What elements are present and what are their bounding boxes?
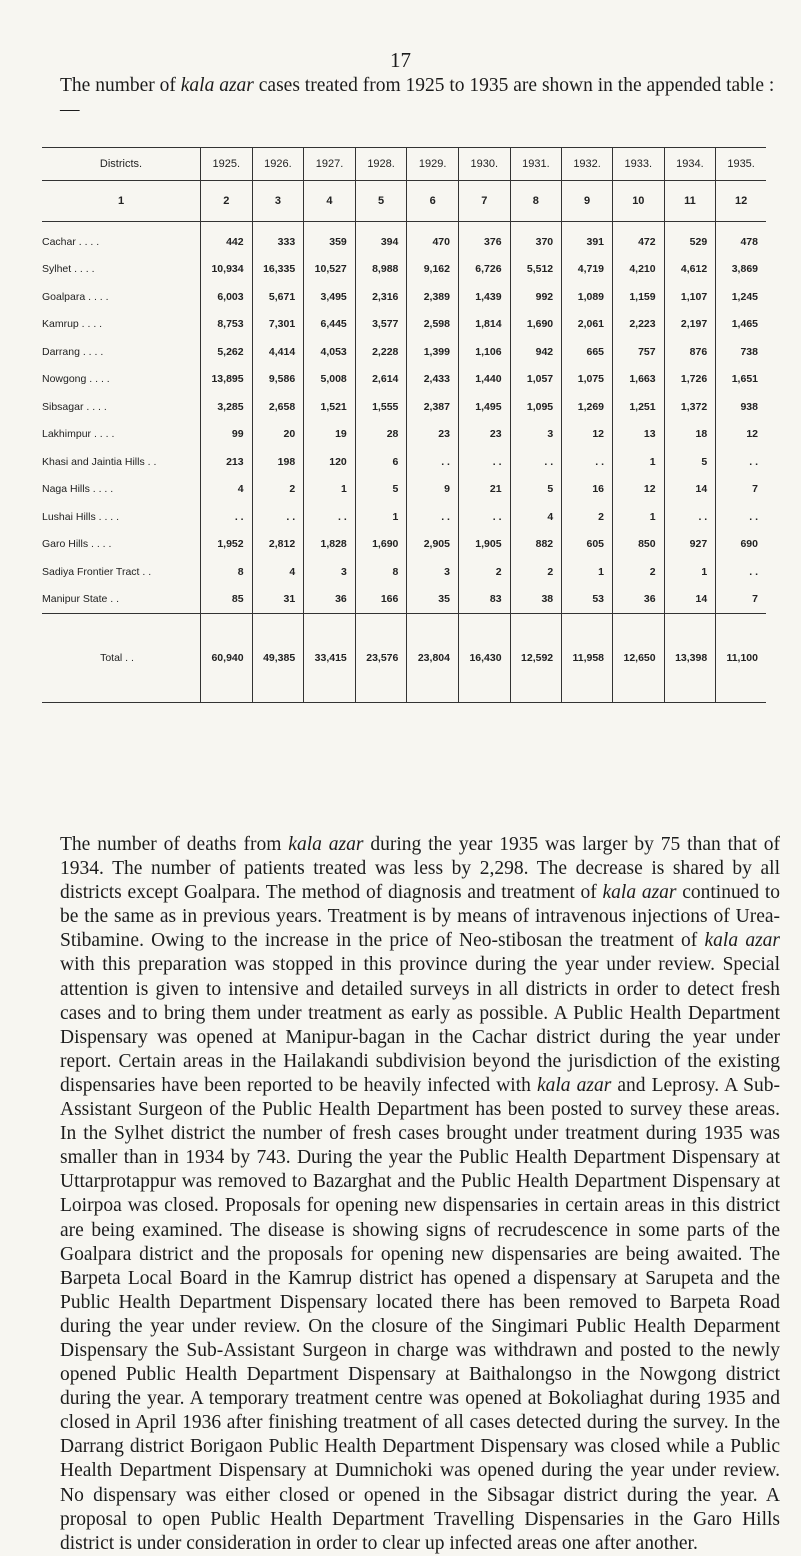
- case-count: 85: [201, 586, 253, 614]
- column-index: 2: [201, 181, 253, 222]
- district-name: Khasi and Jaintia Hills . .: [42, 455, 157, 468]
- column-index: 10: [613, 181, 665, 222]
- case-count: 1,663: [613, 366, 665, 394]
- case-count: 6: [355, 448, 407, 476]
- year-header: 1929.: [407, 148, 459, 181]
- case-count: . .: [252, 503, 304, 531]
- body-paragraph: [60, 833, 780, 1556]
- case-count: 2,228: [355, 338, 407, 366]
- case-count: 1,107: [664, 283, 716, 311]
- case-count: 2,658: [252, 393, 304, 421]
- case-count: . .: [407, 503, 459, 531]
- total-count: 49,385: [252, 614, 304, 703]
- case-count: 1,555: [355, 393, 407, 421]
- case-count: 3,495: [304, 283, 356, 311]
- total-count: 12,592: [510, 614, 562, 703]
- case-count: . .: [716, 448, 766, 476]
- case-count: 1,399: [407, 338, 459, 366]
- case-count: 4: [510, 503, 562, 531]
- case-count: 370: [510, 222, 562, 256]
- case-count: 992: [510, 283, 562, 311]
- column-index: 4: [304, 181, 356, 222]
- case-count: 5: [664, 448, 716, 476]
- case-count: 10,527: [304, 256, 356, 284]
- intro-text-end: cases treated from 1925 to 1935 are shown in the appended table :—: [60, 75, 775, 120]
- body-text-5: and Leprosy. A Sub-Assistant Surgeon of the Public Health Department has been posted to survey these areas. In the Sylhet district the number of fresh cases brought under treatment during 1935 was smaller than in 1934 by 743. During the year the Public Health Department Dispensary at Uttarprotappur was removed to Bazarghat and the Public Health Department Dispensary at Loirpoa was closed. Proposals for opening new dispensaries in certain areas in this district are being examined. The disease is showing signs of recrudescence in some parts of the Goalpara district and the proposals for opening new dispensaries are being awaited. The Barpeta Local Board in the Kamrup district has opened a dispensary at Sarupeta and the Public Health Department Dispensary located there has been removed to Barpeta Road during the year under review. On the closure of the Singimari Public Health Deparment Dispensary the Sub-Assistant Surgeon in charge was withdrawn and posted to the newly opened Public Health Department Dispensary at Baithalongso in the Nowgong district during the year. A temporary treatment centre was opened at Bokoliaghat during 1935 and closed in April 1936 after finishing treatment of all cases detected during the survey. In the Darrang district Borigaon Public Health Department Dispensary was closed while a Public Health Department Dispensary at Dumnichoki was opened during the year under review. No dispensary was either closed or opened in the Sibsagar district during the year. A proposal to open Public Health Department Travelling Dispensaries in the Garo Hills district is under consideration in order to clear up infected areas one after another.: [60, 1074, 781, 1554]
- case-count: 4,053: [304, 338, 356, 366]
- case-count: 1,690: [355, 531, 407, 559]
- case-count: 2,061: [562, 311, 613, 339]
- case-count: 2: [562, 503, 613, 531]
- case-count: 5,671: [252, 283, 304, 311]
- case-count: 31: [252, 586, 304, 614]
- total-label: Total . .: [42, 614, 201, 703]
- year-header: 1935.: [716, 148, 766, 181]
- year-header: 1926.: [252, 148, 304, 181]
- case-count: 5: [510, 476, 562, 504]
- case-count: 2: [510, 558, 562, 586]
- body-text-4: with this preparation was stopped in this province during the year under review. Special attention is given to intensive and detailed surveys in all districts in order to detect fresh cases and to bring them under treatment as early as possible. A Public Health Department Dispensary was opened at Manipur-bagan in the Cachar district during the year under report. Certain areas in the Hailakandi subdivision beyond the jurisdiction of the existing dispensaries have been reported to be heavily infected with: [60, 954, 780, 1096]
- column-index: 7: [458, 181, 510, 222]
- case-count: . .: [716, 558, 766, 586]
- case-count: . .: [562, 448, 613, 476]
- case-count: 394: [355, 222, 407, 256]
- year-header: 1931.: [510, 148, 562, 181]
- total-row: [42, 614, 766, 703]
- case-count: 442: [201, 222, 253, 256]
- district-name: Naga Hills . . . .: [42, 483, 114, 496]
- case-count: 665: [562, 338, 613, 366]
- case-count: 1,495: [458, 393, 510, 421]
- table-row: [42, 393, 766, 421]
- case-count: 1,726: [664, 366, 716, 394]
- case-count: 14: [664, 476, 716, 504]
- total-count: 11,958: [562, 614, 613, 703]
- year-header: 1934.: [664, 148, 716, 181]
- case-count: 1,440: [458, 366, 510, 394]
- total-count: 12,650: [613, 614, 665, 703]
- column-index: 11: [664, 181, 716, 222]
- total-count: 16,430: [458, 614, 510, 703]
- case-count: 19: [304, 421, 356, 449]
- case-count: 690: [716, 531, 766, 559]
- case-count: 1,690: [510, 311, 562, 339]
- case-count: 1,251: [613, 393, 665, 421]
- case-count: 5: [355, 476, 407, 504]
- case-count: 6,726: [458, 256, 510, 284]
- case-count: 213: [201, 448, 253, 476]
- case-count: 2,812: [252, 531, 304, 559]
- total-count: 23,576: [355, 614, 407, 703]
- case-count: 1,521: [304, 393, 356, 421]
- case-count: . .: [407, 448, 459, 476]
- case-count: 12: [562, 421, 613, 449]
- year-header: 1932.: [562, 148, 613, 181]
- case-count: 8: [201, 558, 253, 586]
- column-index: 3: [252, 181, 304, 222]
- case-count: 605: [562, 531, 613, 559]
- case-count: 2,389: [407, 283, 459, 311]
- body-term-3: kala azar: [704, 930, 780, 952]
- case-count: 1: [613, 503, 665, 531]
- intro-text: The number of: [60, 75, 181, 96]
- case-count: 28: [355, 421, 407, 449]
- case-count: 9,586: [252, 366, 304, 394]
- case-count: 529: [664, 222, 716, 256]
- district-name: Darrang . . . .: [42, 345, 104, 358]
- total-count: 23,804: [407, 614, 459, 703]
- case-count: 12: [716, 421, 766, 449]
- year-header: 1925.: [201, 148, 253, 181]
- case-count: 359: [304, 222, 356, 256]
- case-count: 7,301: [252, 311, 304, 339]
- body-text-3: continued to be the same as in previous years. Treatment is by means of intravenous injections of Urea-Stibamine. Owing to the increase in the price of Neo-stibosan the treatment of: [60, 882, 780, 952]
- case-count: 1: [304, 476, 356, 504]
- kala-azar-cases-table: [42, 147, 766, 703]
- district-name: Lakhimpur . . . .: [42, 428, 115, 441]
- case-count: 3: [304, 558, 356, 586]
- case-count: 1,245: [716, 283, 766, 311]
- case-count: 36: [613, 586, 665, 614]
- case-count: 5,008: [304, 366, 356, 394]
- case-count: 1: [355, 503, 407, 531]
- case-count: 2,316: [355, 283, 407, 311]
- case-count: 757: [613, 338, 665, 366]
- case-count: 16: [562, 476, 613, 504]
- case-count: 53: [562, 586, 613, 614]
- case-count: 4,210: [613, 256, 665, 284]
- case-count: 1,095: [510, 393, 562, 421]
- case-count: . .: [510, 448, 562, 476]
- case-count: 16,335: [252, 256, 304, 284]
- column-index: 9: [562, 181, 613, 222]
- district-name: Sibsagar . . . .: [42, 400, 107, 413]
- district-name: Goalpara . . . .: [42, 290, 109, 303]
- total-count: 33,415: [304, 614, 356, 703]
- case-count: 927: [664, 531, 716, 559]
- table-row: [42, 421, 766, 449]
- year-header: 1927.: [304, 148, 356, 181]
- year-header: 1933.: [613, 148, 665, 181]
- district-name: Nowgong . . . .: [42, 373, 110, 386]
- table-row: [42, 476, 766, 504]
- district-name: Manipur State . .: [42, 593, 120, 606]
- case-count: 4,414: [252, 338, 304, 366]
- case-count: . .: [716, 503, 766, 531]
- case-count: 1,057: [510, 366, 562, 394]
- case-count: 472: [613, 222, 665, 256]
- district-name: Garo Hills . . . .: [42, 538, 112, 551]
- case-count: 1: [562, 558, 613, 586]
- case-count: 3: [510, 421, 562, 449]
- case-count: 2,197: [664, 311, 716, 339]
- case-count: 876: [664, 338, 716, 366]
- case-count: 2,614: [355, 366, 407, 394]
- case-count: 738: [716, 338, 766, 366]
- case-count: 21: [458, 476, 510, 504]
- table-body: [42, 222, 766, 703]
- case-count: 10,934: [201, 256, 253, 284]
- case-count: 1: [613, 448, 665, 476]
- case-count: 850: [613, 531, 665, 559]
- case-count: 7: [716, 476, 766, 504]
- case-count: 35: [407, 586, 459, 614]
- case-count: 198: [252, 448, 304, 476]
- case-count: 38: [510, 586, 562, 614]
- table-row: [42, 558, 766, 586]
- case-count: 4,612: [664, 256, 716, 284]
- case-count: 1,828: [304, 531, 356, 559]
- year-header: 1928.: [355, 148, 407, 181]
- district-name: Sylhet . . . .: [42, 263, 95, 276]
- intro-paragraph: [60, 74, 780, 122]
- case-count: 2: [252, 476, 304, 504]
- case-count: 470: [407, 222, 459, 256]
- case-count: 12: [613, 476, 665, 504]
- case-count: 1,439: [458, 283, 510, 311]
- case-count: 1,106: [458, 338, 510, 366]
- case-count: 4: [201, 476, 253, 504]
- body-term-2: kala azar: [602, 882, 677, 904]
- case-count: 99: [201, 421, 253, 449]
- case-count: . .: [664, 503, 716, 531]
- case-count: 166: [355, 586, 407, 614]
- table-row: [42, 448, 766, 476]
- case-count: 83: [458, 586, 510, 614]
- case-count: 9,162: [407, 256, 459, 284]
- total-count: 13,398: [664, 614, 716, 703]
- case-count: 3,869: [716, 256, 766, 284]
- case-count: 478: [716, 222, 766, 256]
- case-count: 3,285: [201, 393, 253, 421]
- body-term-1: kala azar: [288, 834, 364, 855]
- table-row: [42, 256, 766, 284]
- case-count: 938: [716, 393, 766, 421]
- case-count: 942: [510, 338, 562, 366]
- case-count: 5,512: [510, 256, 562, 284]
- body-term-4: kala azar: [536, 1074, 612, 1096]
- table-row: [42, 586, 766, 614]
- case-count: 2: [458, 558, 510, 586]
- table-header-row: [42, 148, 766, 181]
- case-count: 7: [716, 586, 766, 614]
- case-count: 13,895: [201, 366, 253, 394]
- case-count: 13: [613, 421, 665, 449]
- case-count: 1,269: [562, 393, 613, 421]
- case-count: 1,075: [562, 366, 613, 394]
- case-count: . .: [304, 503, 356, 531]
- case-count: 391: [562, 222, 613, 256]
- column-index: 5: [355, 181, 407, 222]
- case-count: 1: [664, 558, 716, 586]
- case-count: 1,814: [458, 311, 510, 339]
- case-count: 2,433: [407, 366, 459, 394]
- case-count: 8,988: [355, 256, 407, 284]
- case-count: 2: [613, 558, 665, 586]
- column-index: 8: [510, 181, 562, 222]
- case-count: 36: [304, 586, 356, 614]
- table-row: [42, 503, 766, 531]
- case-count: . .: [458, 503, 510, 531]
- body-text-1: The number of deaths from: [60, 834, 289, 855]
- year-header: 1930.: [458, 148, 510, 181]
- case-count: 14: [664, 586, 716, 614]
- case-count: 2,223: [613, 311, 665, 339]
- district-name: Cachar . . . .: [42, 235, 100, 248]
- case-count: 23: [458, 421, 510, 449]
- table-row: [42, 531, 766, 559]
- case-count: 2,387: [407, 393, 459, 421]
- table-row: [42, 283, 766, 311]
- case-count: 4,719: [562, 256, 613, 284]
- case-count: 3: [407, 558, 459, 586]
- case-count: 8,753: [201, 311, 253, 339]
- case-count: 2,598: [407, 311, 459, 339]
- total-count: 60,940: [201, 614, 253, 703]
- column-index: 6: [407, 181, 459, 222]
- case-count: 120: [304, 448, 356, 476]
- districts-header: Districts.: [42, 148, 201, 181]
- case-count: 5,262: [201, 338, 253, 366]
- case-count: 882: [510, 531, 562, 559]
- case-count: 23: [407, 421, 459, 449]
- case-count: 18: [664, 421, 716, 449]
- case-count: 4: [252, 558, 304, 586]
- case-count: 20: [252, 421, 304, 449]
- case-count: . .: [458, 448, 510, 476]
- case-count: 3,577: [355, 311, 407, 339]
- case-count: . .: [201, 503, 253, 531]
- case-count: 8: [355, 558, 407, 586]
- case-count: 1,159: [613, 283, 665, 311]
- total-count: 11,100: [716, 614, 766, 703]
- district-name: Kamrup . . . .: [42, 318, 103, 331]
- case-count: 6,003: [201, 283, 253, 311]
- district-name: Sadiya Frontier Tract . .: [42, 565, 152, 578]
- case-count: 1,372: [664, 393, 716, 421]
- table-row: [42, 311, 766, 339]
- district-name: Lushai Hills . . . .: [42, 510, 120, 523]
- case-count: 333: [252, 222, 304, 256]
- table-row: [42, 366, 766, 394]
- case-count: 6,445: [304, 311, 356, 339]
- case-count: 1,465: [716, 311, 766, 339]
- table-row: [42, 338, 766, 366]
- case-count: 1,952: [201, 531, 253, 559]
- column-index: 1: [42, 181, 201, 222]
- body-text-2: during the year 1935 was larger by 75 than that of 1934. The number of patients treated was less by 2,298. The decrease is shared by all districts except Goalpara. The method of diagnosis and treatment of: [60, 834, 780, 904]
- case-count: 1,651: [716, 366, 766, 394]
- intro-term: kala azar: [180, 75, 254, 96]
- case-count: 9: [407, 476, 459, 504]
- case-count: 1,089: [562, 283, 613, 311]
- case-count: 376: [458, 222, 510, 256]
- table-row: [42, 222, 766, 256]
- table-index-row: [42, 181, 766, 222]
- case-count: 2,905: [407, 531, 459, 559]
- column-index: 12: [716, 181, 766, 222]
- page-number: 17: [390, 48, 411, 72]
- case-count: 1,905: [458, 531, 510, 559]
